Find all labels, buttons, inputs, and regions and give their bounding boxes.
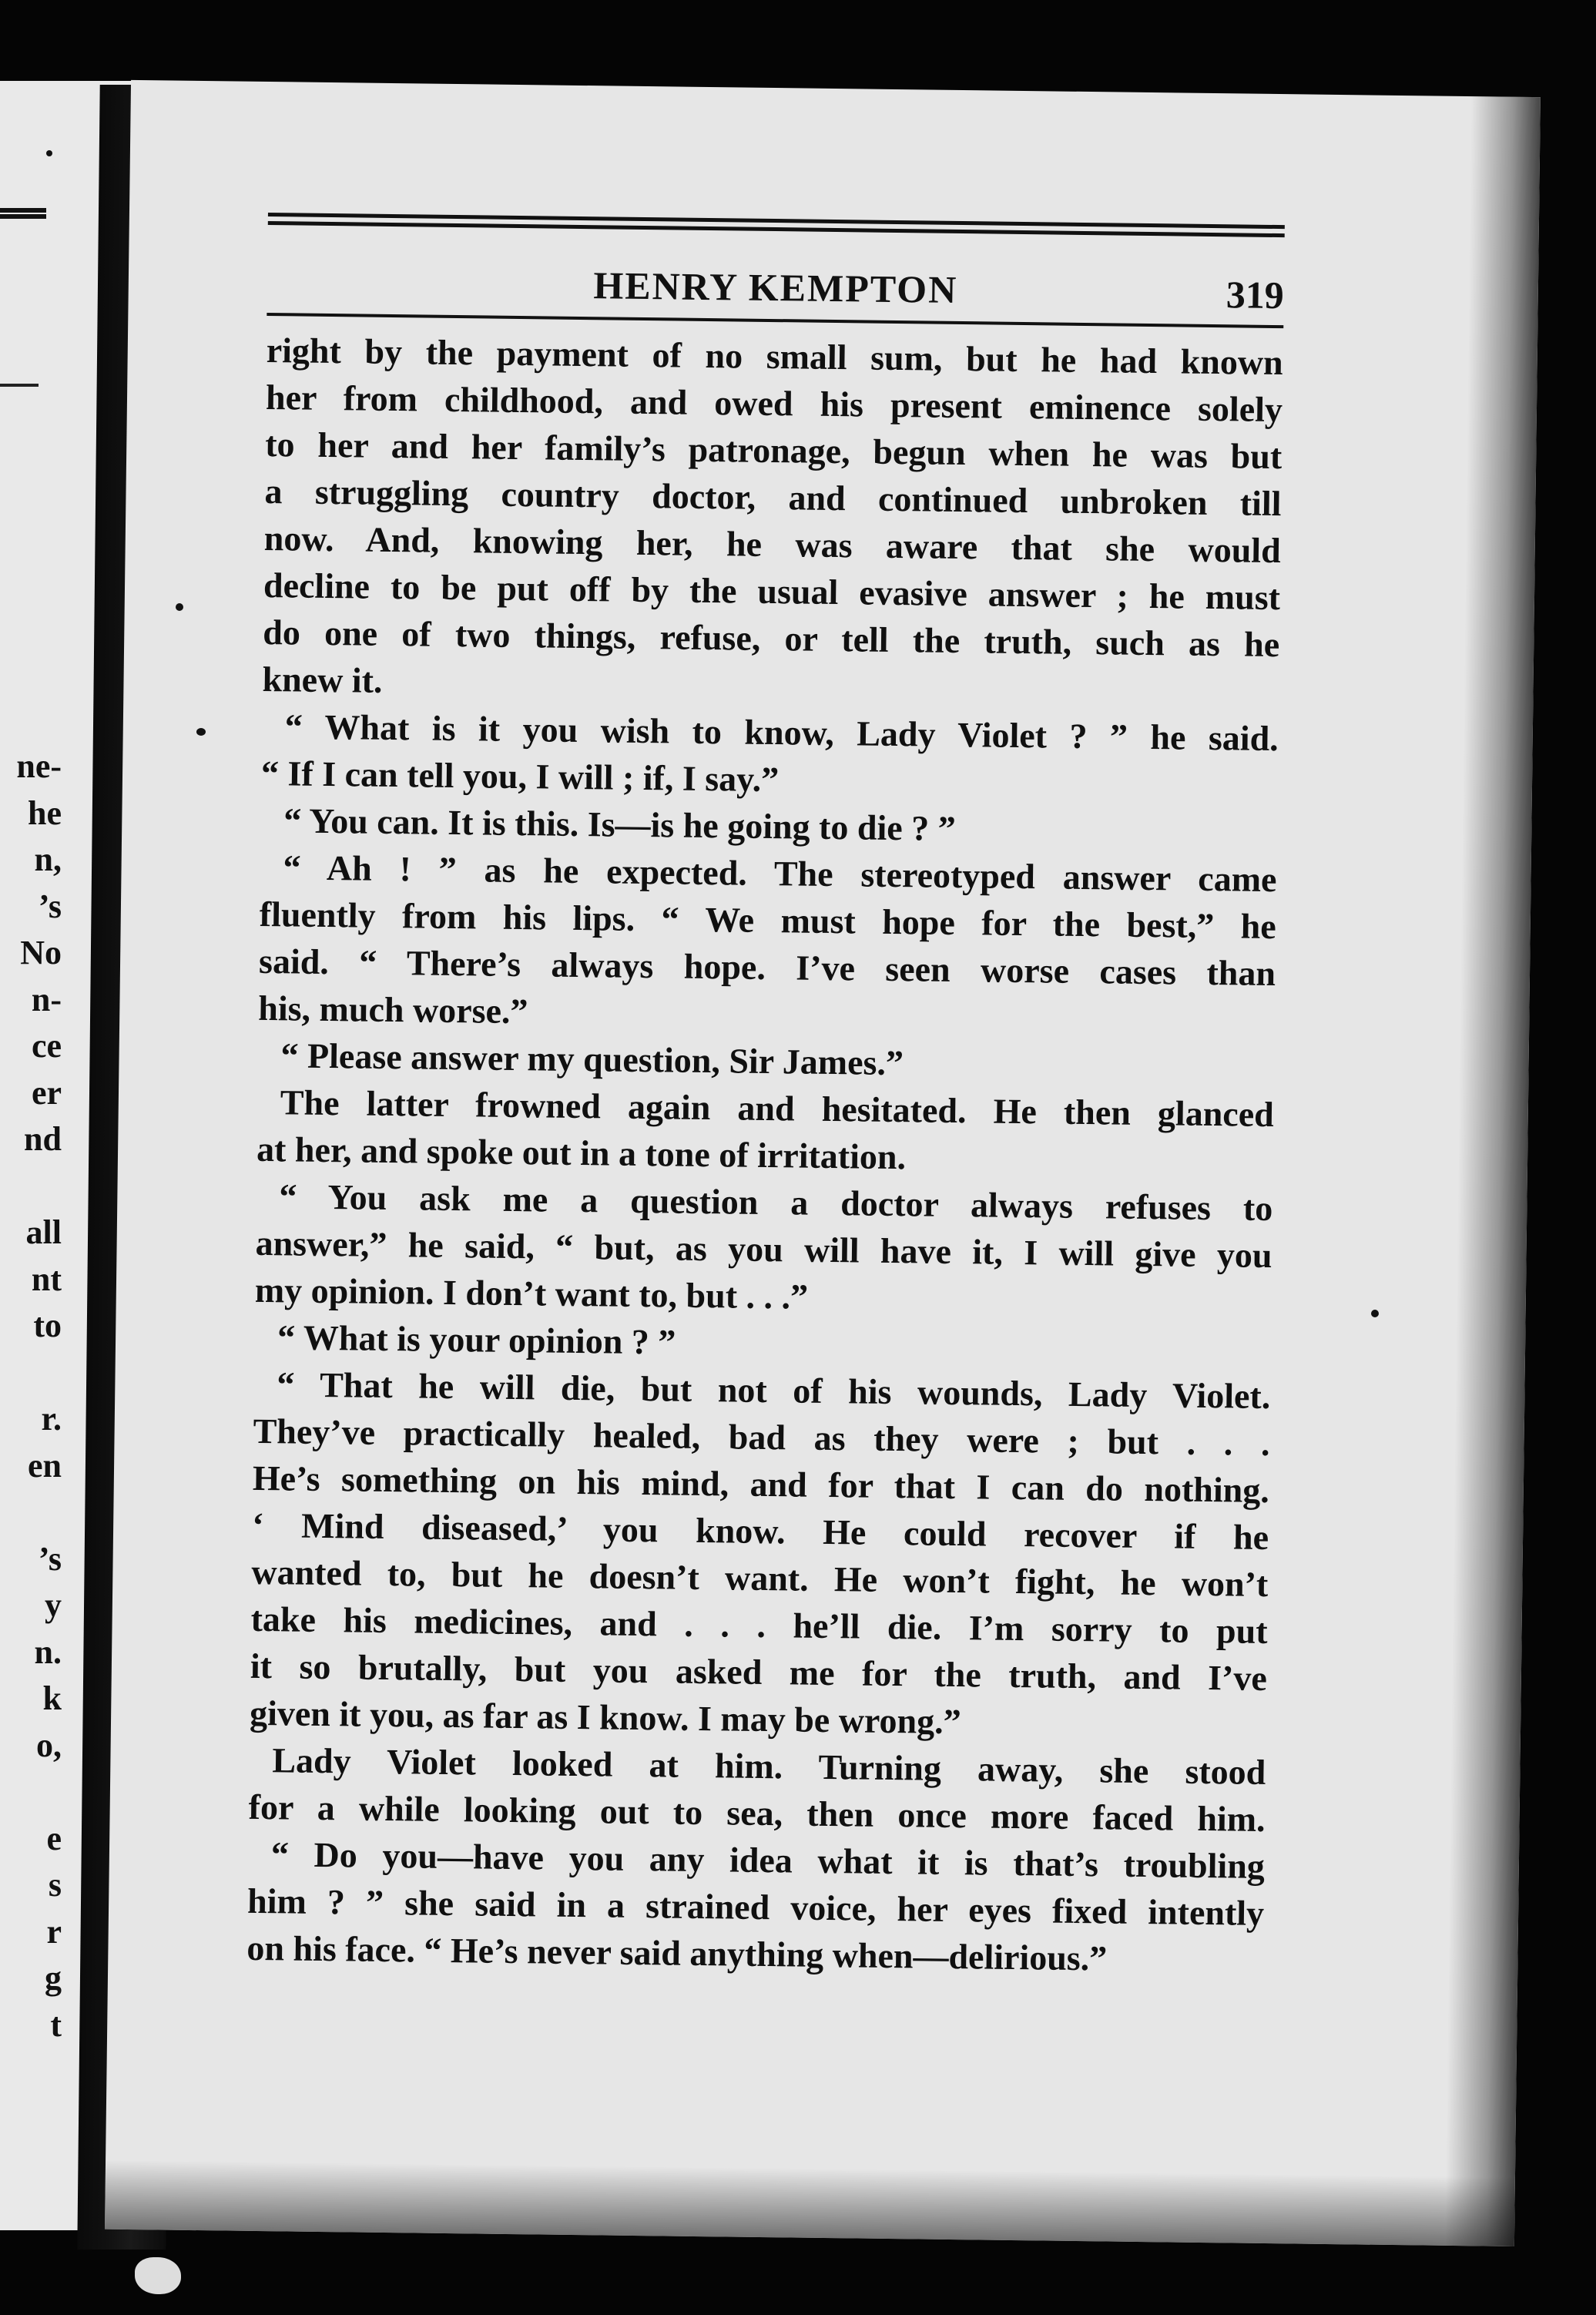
facing-page-head-rule [0,384,39,387]
text-line: take his medicines, and . . . he’ll die. I’m sorry to put [250,1599,1268,1651]
scan-speck [196,728,206,736]
text-line: to her and her family’s patronage, begun when he was but [264,424,1282,477]
scan-speck [46,150,52,156]
facing-page-fragment: s [48,1866,62,1904]
text-line: He’s something on his mind, and for that I can do nothing. [252,1458,1270,1511]
facing-page-fragment: er [31,1073,62,1112]
facing-page-fragment: ’s [38,887,62,925]
text-line: given it you, as far as I know. I may be wrong.” [249,1693,961,1742]
text-line: The latter frowned again and hesitated. He then glanced [280,1082,1275,1135]
body-text [246,327,1283,1984]
facing-page-fragment: r. [41,1400,62,1438]
facing-page-fragment: ’s [38,1539,62,1578]
text-line: “ Do you—have you any idea what it is that’s troubling [270,1834,1266,1886]
text-line: Lady Violet looked at him. Turning away, she stood [272,1740,1266,1792]
facing-page-fragment: n- [31,980,62,1018]
text-line: a struggling country doctor, and continued unbroken till [264,471,1282,524]
facing-page-fragment: y [45,1586,62,1624]
facing-page-text-fragments [0,743,62,2048]
text-line: “ Ah ! ” as he expected. The stereotyped answer came [283,847,1277,900]
facing-page-fragment [0,1350,62,1397]
text-line: “ Please answer my question, Sir James.” [280,1035,904,1083]
text-line: answer,” he said, “ but, as you will have it, I will give you [255,1223,1272,1276]
text-line: for a while looking out to sea, then once more faced him. [248,1787,1266,1839]
text-line: “ What is it you wish to know, Lady Violet ? ” he said. [284,706,1279,759]
facing-page-fragment: en [28,1446,62,1485]
facing-page-fragment: ce [31,1027,62,1065]
text-line: “ What is your opinion ? ” [277,1317,676,1362]
page-number: 319 [1226,273,1285,317]
facing-page-fragment: r [46,1912,62,1951]
facing-page-fragment: e [46,1819,62,1857]
facing-page-rule [0,208,46,219]
facing-page-fragment: he [28,793,62,832]
text-line: “ That he will die, but not of his wounds, Lady Violet. [277,1364,1271,1417]
facing-page-fragment: nt [31,1260,62,1298]
running-title: HENRY KEMPTON [593,263,958,311]
text-line: decline to be put off by the usual evasive answer ; he must [263,565,1281,618]
text-line: do one of two things, refuse, or tell the truth, such as he [263,612,1280,665]
running-head-double-rule [268,213,1285,237]
text-line: “ You ask me a question a doctor always refuses to [279,1176,1273,1229]
text-line: “ If I can tell you, I will ; if, I say.” [260,753,780,800]
text-line: right by the payment of no small sum, but he had known [266,330,1284,383]
text-line: my opinion. I don’t want to, but . . .” [254,1270,809,1317]
facing-page-fragment: to [33,1307,62,1344]
facing-page-fragment [0,1769,62,1816]
text-line: on his face. “ He’s never said anything when—delirious.” [246,1927,1108,1978]
text-line: fluently from his lips. “ We must hope for the best,” he [259,894,1277,947]
facing-page-fragment: ne- [16,747,62,785]
facing-page-fragment: k [42,1679,62,1717]
text-line: now. And, knowing her, he was aware that she would [263,518,1282,571]
text-line: it so brutally, but you asked me for the truth, and I’ve [250,1646,1268,1698]
text-line: They’ve practically healed, bad as they were ; but . . . [253,1411,1270,1464]
scan-corner-mark [135,2257,181,2294]
facing-page-fragment [0,1163,62,1210]
facing-page-fragment [0,1489,62,1536]
facing-page-fragment: o, [36,1726,62,1764]
text-line: her from childhood, and owed his present eminence solely [265,377,1283,430]
text-line: at her, and spoke out in a tone of irritation. [256,1129,907,1177]
text-line: ‘ Mind diseased,’ you know. He could recover if he [251,1505,1269,1558]
facing-page-fragment: all [25,1213,62,1251]
scan-speck [176,603,183,611]
facing-page-fragment: n. [34,1632,62,1671]
text-line: wanted to, but he doesn’t want. He won’t fight, he won’t [251,1552,1269,1605]
text-line: him ? ” she said in a strained voice, her eyes fixed intently [246,1881,1265,1933]
book-page [105,80,1541,2246]
text-line: his, much worse.” [258,988,528,1032]
facing-page-fragment: No [20,934,62,971]
facing-page-fragment: nd [24,1120,62,1158]
scan-speck [1371,1310,1379,1317]
facing-page-fragment: t [50,2005,62,2044]
facing-page-fragment: g [45,1959,62,1997]
facing-page-fragment: n, [34,840,62,878]
text-line: “ You can. It is this. Is—is he going to die ? ” [283,800,957,848]
text-line: said. “ There’s always hope. I’ve seen worse cases than [258,941,1276,994]
text-line: knew it. [262,659,383,700]
